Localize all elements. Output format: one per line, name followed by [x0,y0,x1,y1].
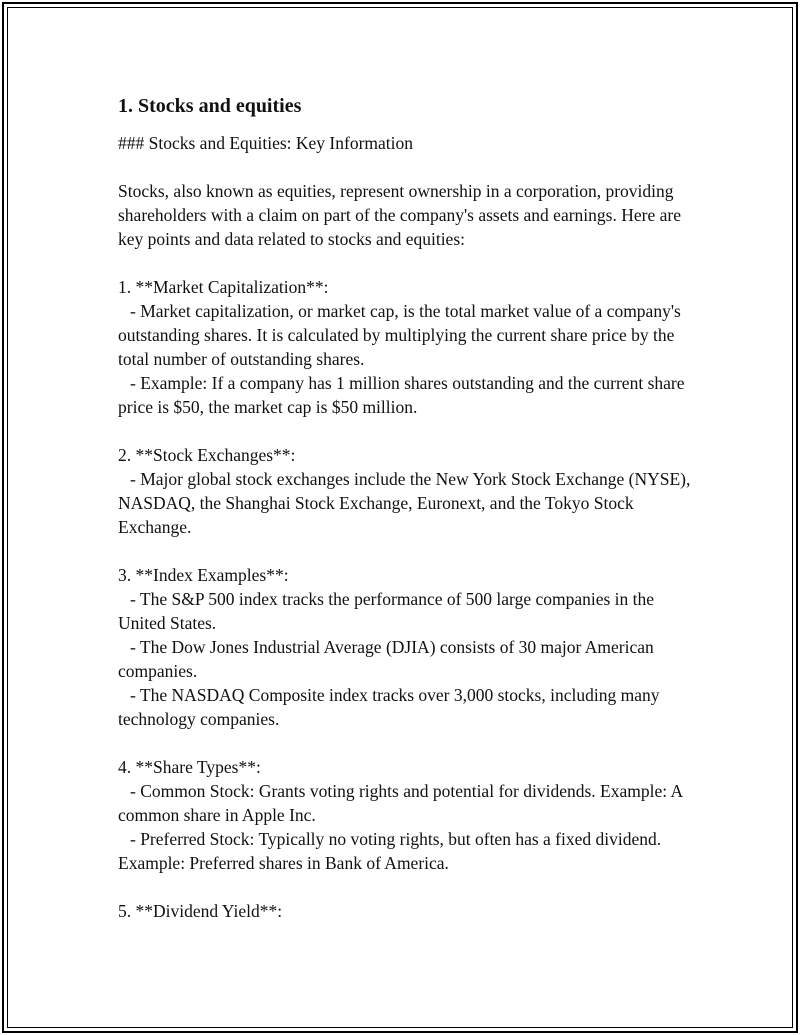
bullet-item: - The Dow Jones Industrial Average (DJIA) consists of 30 major American companies. [118,637,654,681]
bullet-item: - Preferred Stock: Typically no voting rights, but often has a fixed dividend. Example: Preferred shares in Bank of America. [118,829,662,873]
section-index-examples [118,563,698,731]
bullet-item: - The NASDAQ Composite index tracks over 3,000 stocks, including many technology companies. [118,685,660,729]
section-title: 4. **Share Types**: [118,757,261,777]
section-stock-exchanges [118,443,698,539]
section-title: 2. **Stock Exchanges**: [118,445,296,465]
bullet-item: - Example: If a company has 1 million shares outstanding and the current share price is $50, the market cap is $50 million. [118,373,685,417]
section-market-capitalization [118,275,698,419]
document-heading: 1. Stocks and equities [118,95,302,117]
intro-paragraph: Stocks, also known as equities, represent ownership in a corporation, providing shareholders with a claim on part of the company's assets and earnings. Here are key points and data related to stocks and equities: [118,181,681,249]
document-subheading: ### Stocks and Equities: Key Information [118,133,414,153]
section-title: 5. **Dividend Yield**: [118,901,283,921]
bullet-item: - Common Stock: Grants voting rights and potential for dividends. Example: A common share in Apple Inc. [118,781,683,825]
section-title: 1. **Market Capitalization**: [118,277,329,297]
section-title: 3. **Index Examples**: [118,565,289,585]
document-body [118,92,698,947]
bullet-item: - Major global stock exchanges include the New York Stock Exchange (NYSE), NASDAQ, the Shanghai Stock Exchange, Euronext, and the Tokyo Stock Exchange. [118,469,691,537]
section-dividend-yield [118,899,698,923]
bullet-item: - The S&P 500 index tracks the performance of 500 large companies in the United States. [118,589,655,633]
bullet-item: - Market capitalization, or market cap, is the total market value of a company's outstanding shares. It is calculated by multiplying the current share price by the total number of outstanding shares. [118,301,681,369]
section-share-types [118,755,698,875]
